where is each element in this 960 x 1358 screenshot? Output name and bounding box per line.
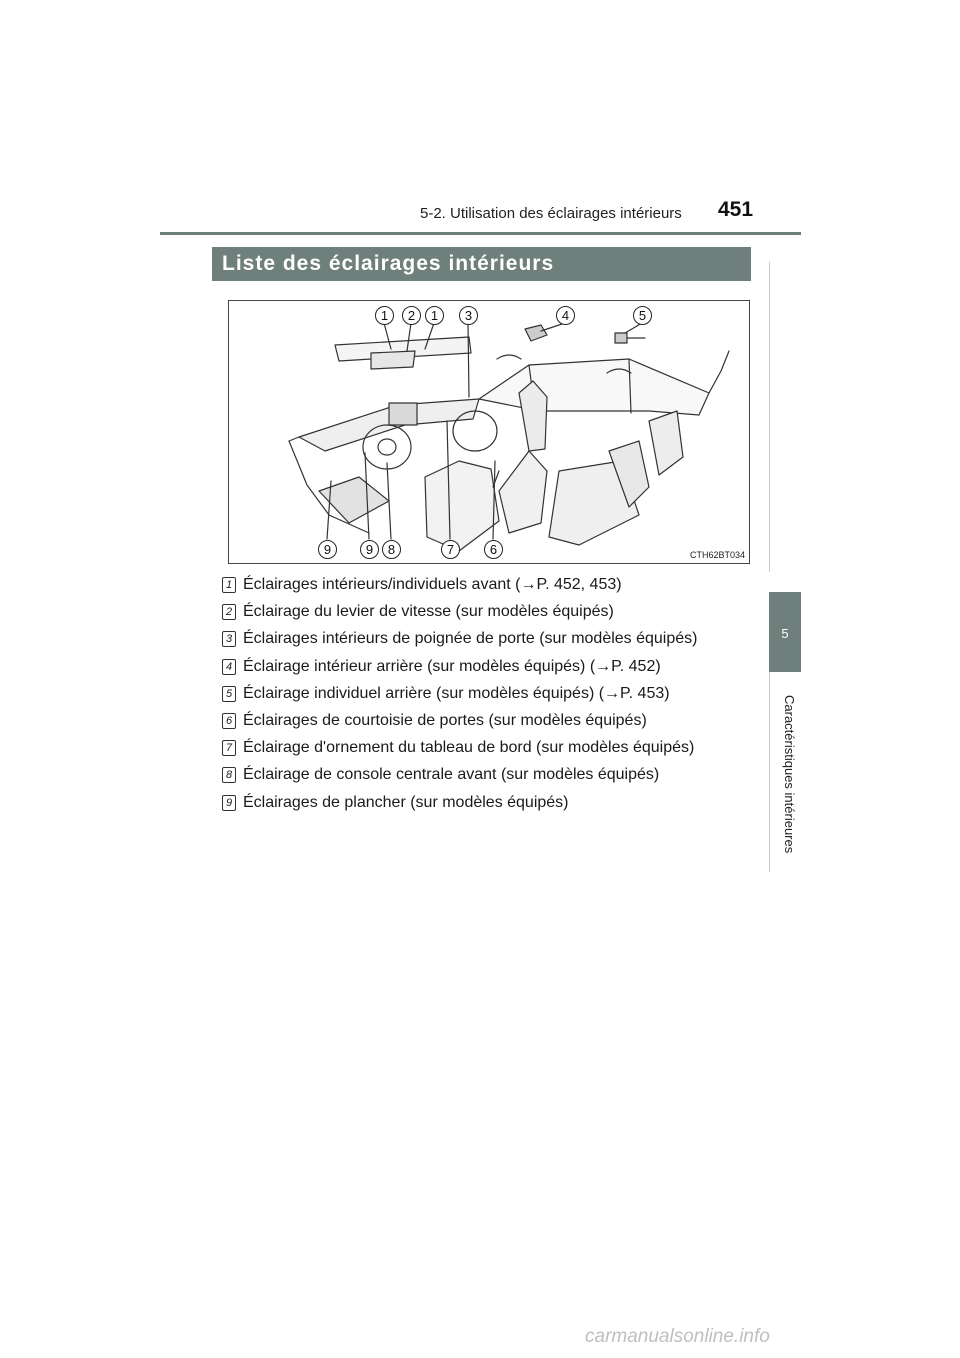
side-rule-upper: [769, 262, 801, 572]
legend-item: [222, 710, 762, 737]
legend-text: Éclairage intérieur arrière (sur modèles équipés) (→P. 452): [243, 657, 661, 675]
legend-item: [222, 656, 762, 683]
legend-number: 7: [222, 740, 236, 756]
legend-item: [222, 683, 762, 710]
callout-7-bottom: 7: [441, 540, 460, 559]
legend-number: 2: [222, 604, 236, 620]
legend-item: [222, 737, 762, 764]
legend-number: 8: [222, 767, 236, 783]
car-interior-illustration: [229, 301, 750, 564]
callout-6-bottom: 6: [484, 540, 503, 559]
side-rule-lower: [769, 672, 770, 872]
legend-text: Éclairages de courtoisie de portes (sur modèles équipés): [243, 711, 647, 729]
chapter-title: Caractéristiques intérieures: [782, 695, 797, 854]
figure-code: CTH62BT034: [689, 550, 745, 560]
page-number: 451: [718, 198, 754, 221]
legend-item: [222, 792, 762, 819]
chapter-tab: [769, 592, 801, 672]
legend-text: Éclairages de plancher (sur modèles équipés): [243, 793, 569, 811]
callout-1-top-right: 1: [425, 306, 444, 325]
legend-list: [222, 574, 762, 819]
legend-text: Éclairages intérieurs de poignée de porte (sur modèles équipés): [243, 630, 698, 648]
callout-8-bottom: 8: [382, 540, 401, 559]
callout-9-bottom-left: 9: [318, 540, 337, 559]
legend-text: Éclairage individuel arrière (sur modèles équipés) (→P. 453): [243, 684, 670, 702]
callout-9-bottom-right: 9: [360, 540, 379, 559]
legend-item: [222, 764, 762, 791]
legend-number: 9: [222, 795, 236, 811]
legend-item: [222, 574, 762, 601]
legend-item: [222, 628, 762, 655]
legend-number: 4: [222, 659, 236, 675]
callout-2-top: 2: [402, 306, 421, 325]
callout-3-top: 3: [459, 306, 478, 325]
interior-lights-figure: [228, 300, 750, 564]
callout-4-top: 4: [556, 306, 575, 325]
legend-item: [222, 601, 762, 628]
legend-number: 5: [222, 686, 236, 702]
legend-text: Éclairages intérieurs/individuels avant (→P. 452, 453): [243, 576, 622, 593]
legend-text: Éclairage de console centrale avant (sur modèles équipés): [243, 766, 660, 784]
callout-1-top-left: 1: [375, 306, 394, 325]
section-title: Liste des éclairages intérieurs: [212, 247, 751, 281]
legend-number: 6: [222, 713, 236, 729]
legend-text: Éclairage du levier de vitesse (sur modèles équipés): [243, 603, 614, 621]
header-section-title: 5-2. Utilisation des éclairages intérieurs: [420, 205, 682, 222]
watermark: carmanualsonline.info: [585, 1326, 770, 1347]
legend-number: 3: [222, 631, 236, 647]
legend-number: 1: [222, 577, 236, 593]
chapter-number: 5: [781, 626, 789, 641]
legend-text: Éclairage d'ornement du tableau de bord (sur modèles équipés): [243, 739, 695, 757]
header-rule: [160, 232, 801, 235]
callout-5-top: 5: [633, 306, 652, 325]
